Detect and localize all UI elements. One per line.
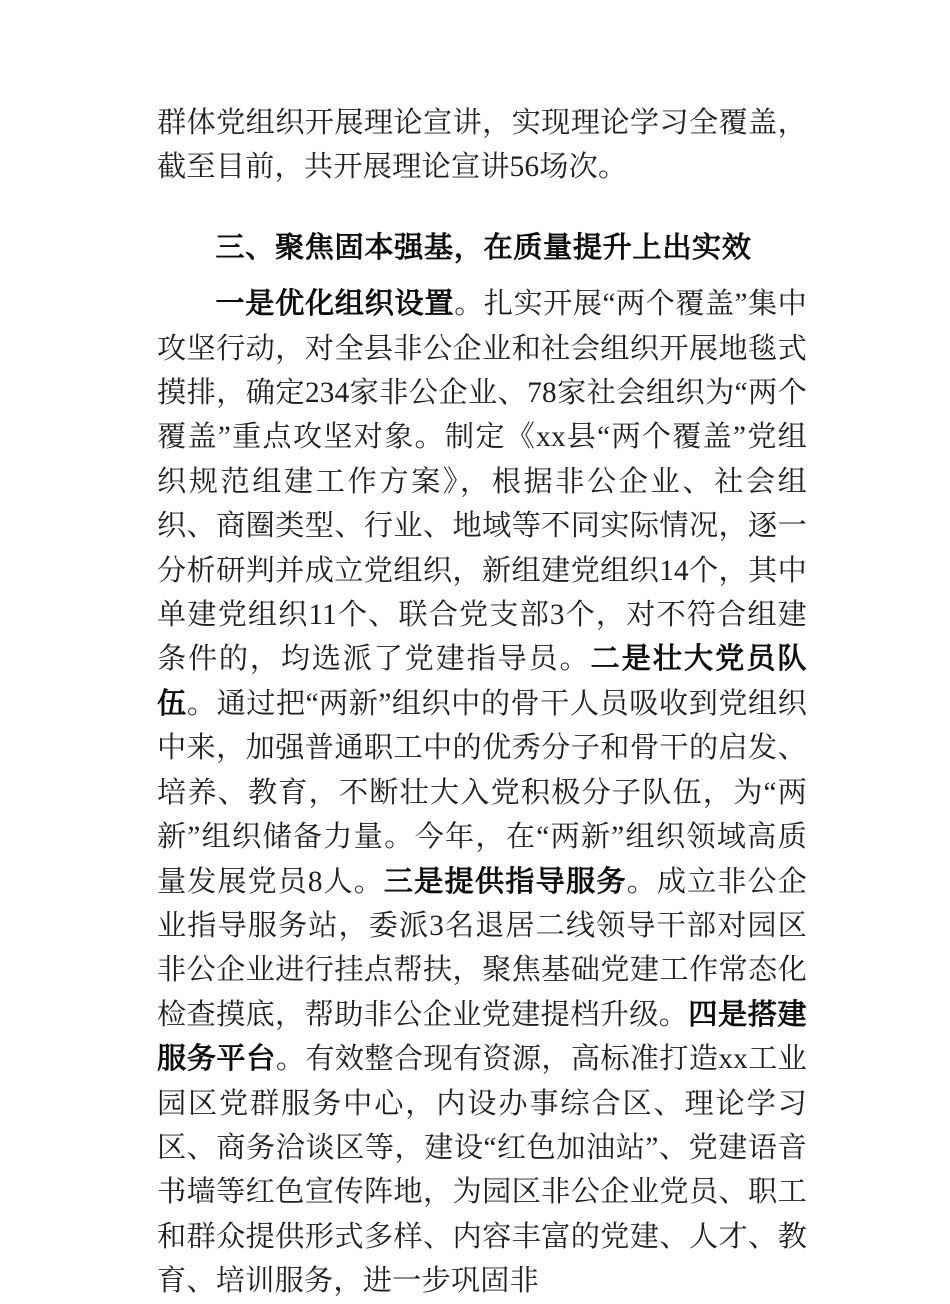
continued-paragraph: 群体党组织开展理论宣讲，实现理论学习全覆盖，截至目前，共开展理论宣讲56场次。 xyxy=(157,107,807,184)
document-text-block xyxy=(157,101,807,1304)
body-text-run-7: 。有效整合现有资源，高标准打造xx工业园区党群服务中心，内设办事综合区、理论学习区、商务洽谈区等，建设“红色加油站”、党建语音书墙等红色宣传阵地，为园区非公企业党员、职工和群众提供形式多样、内容丰富的党建、人才、教育、培训服务，进一步巩固非 xyxy=(157,1043,807,1298)
body-text-run-5: 。成立非公企业指导服务站，委派3名退居二线领导干部对园区非公企业进行挂点帮扶，聚焦基础党建工作常态化检查摸底，帮助非公企业党建提档升级。 xyxy=(157,865,807,1031)
body-text-run-1: 。扎实开展“两个覆盖”集中攻坚行动，对全县非公企业和社会组织开展地毯式摸排，确定234家非公企业、78家社会组织为“两个覆盖”重点攻坚对象。制定《xx县“两个覆盖”党组织规范组建工作方案》，根据非公企业、社会组织、商圈类型、行业、地域等不同实际情况，逐一分析研判并成立党组织，新组建党组织14个，其中单建党组织11个、联合党支部3个，对不符合组建条件的，均选派了党建指导员。 xyxy=(157,288,808,676)
spacer-before-heading xyxy=(157,190,807,226)
bold-lead-in-0: 一是优化组织设置 xyxy=(215,288,455,321)
bold-lead-in-4: 三是提供指导服务 xyxy=(383,865,627,898)
section-heading: 三、聚焦固本强基，在质量提升上出实效 xyxy=(215,231,752,264)
spacer-after-heading xyxy=(157,270,807,282)
bold-lead-in-2: 二是壮大党员队伍 xyxy=(157,643,807,720)
body-paragraph xyxy=(157,282,807,1303)
body-text-run-3: 。通过把“两新”组织中的骨干人员吸收到党组织中来，加强普通职工中的优秀分子和骨干的启发、培养、教育，不断壮大入党积极分子队伍，为“两新”组织储备力量。今年，在“两新”组织领域高质量发展党员8人。 xyxy=(157,687,808,898)
bold-lead-in-6: 四是搭建服务平台 xyxy=(157,998,807,1076)
